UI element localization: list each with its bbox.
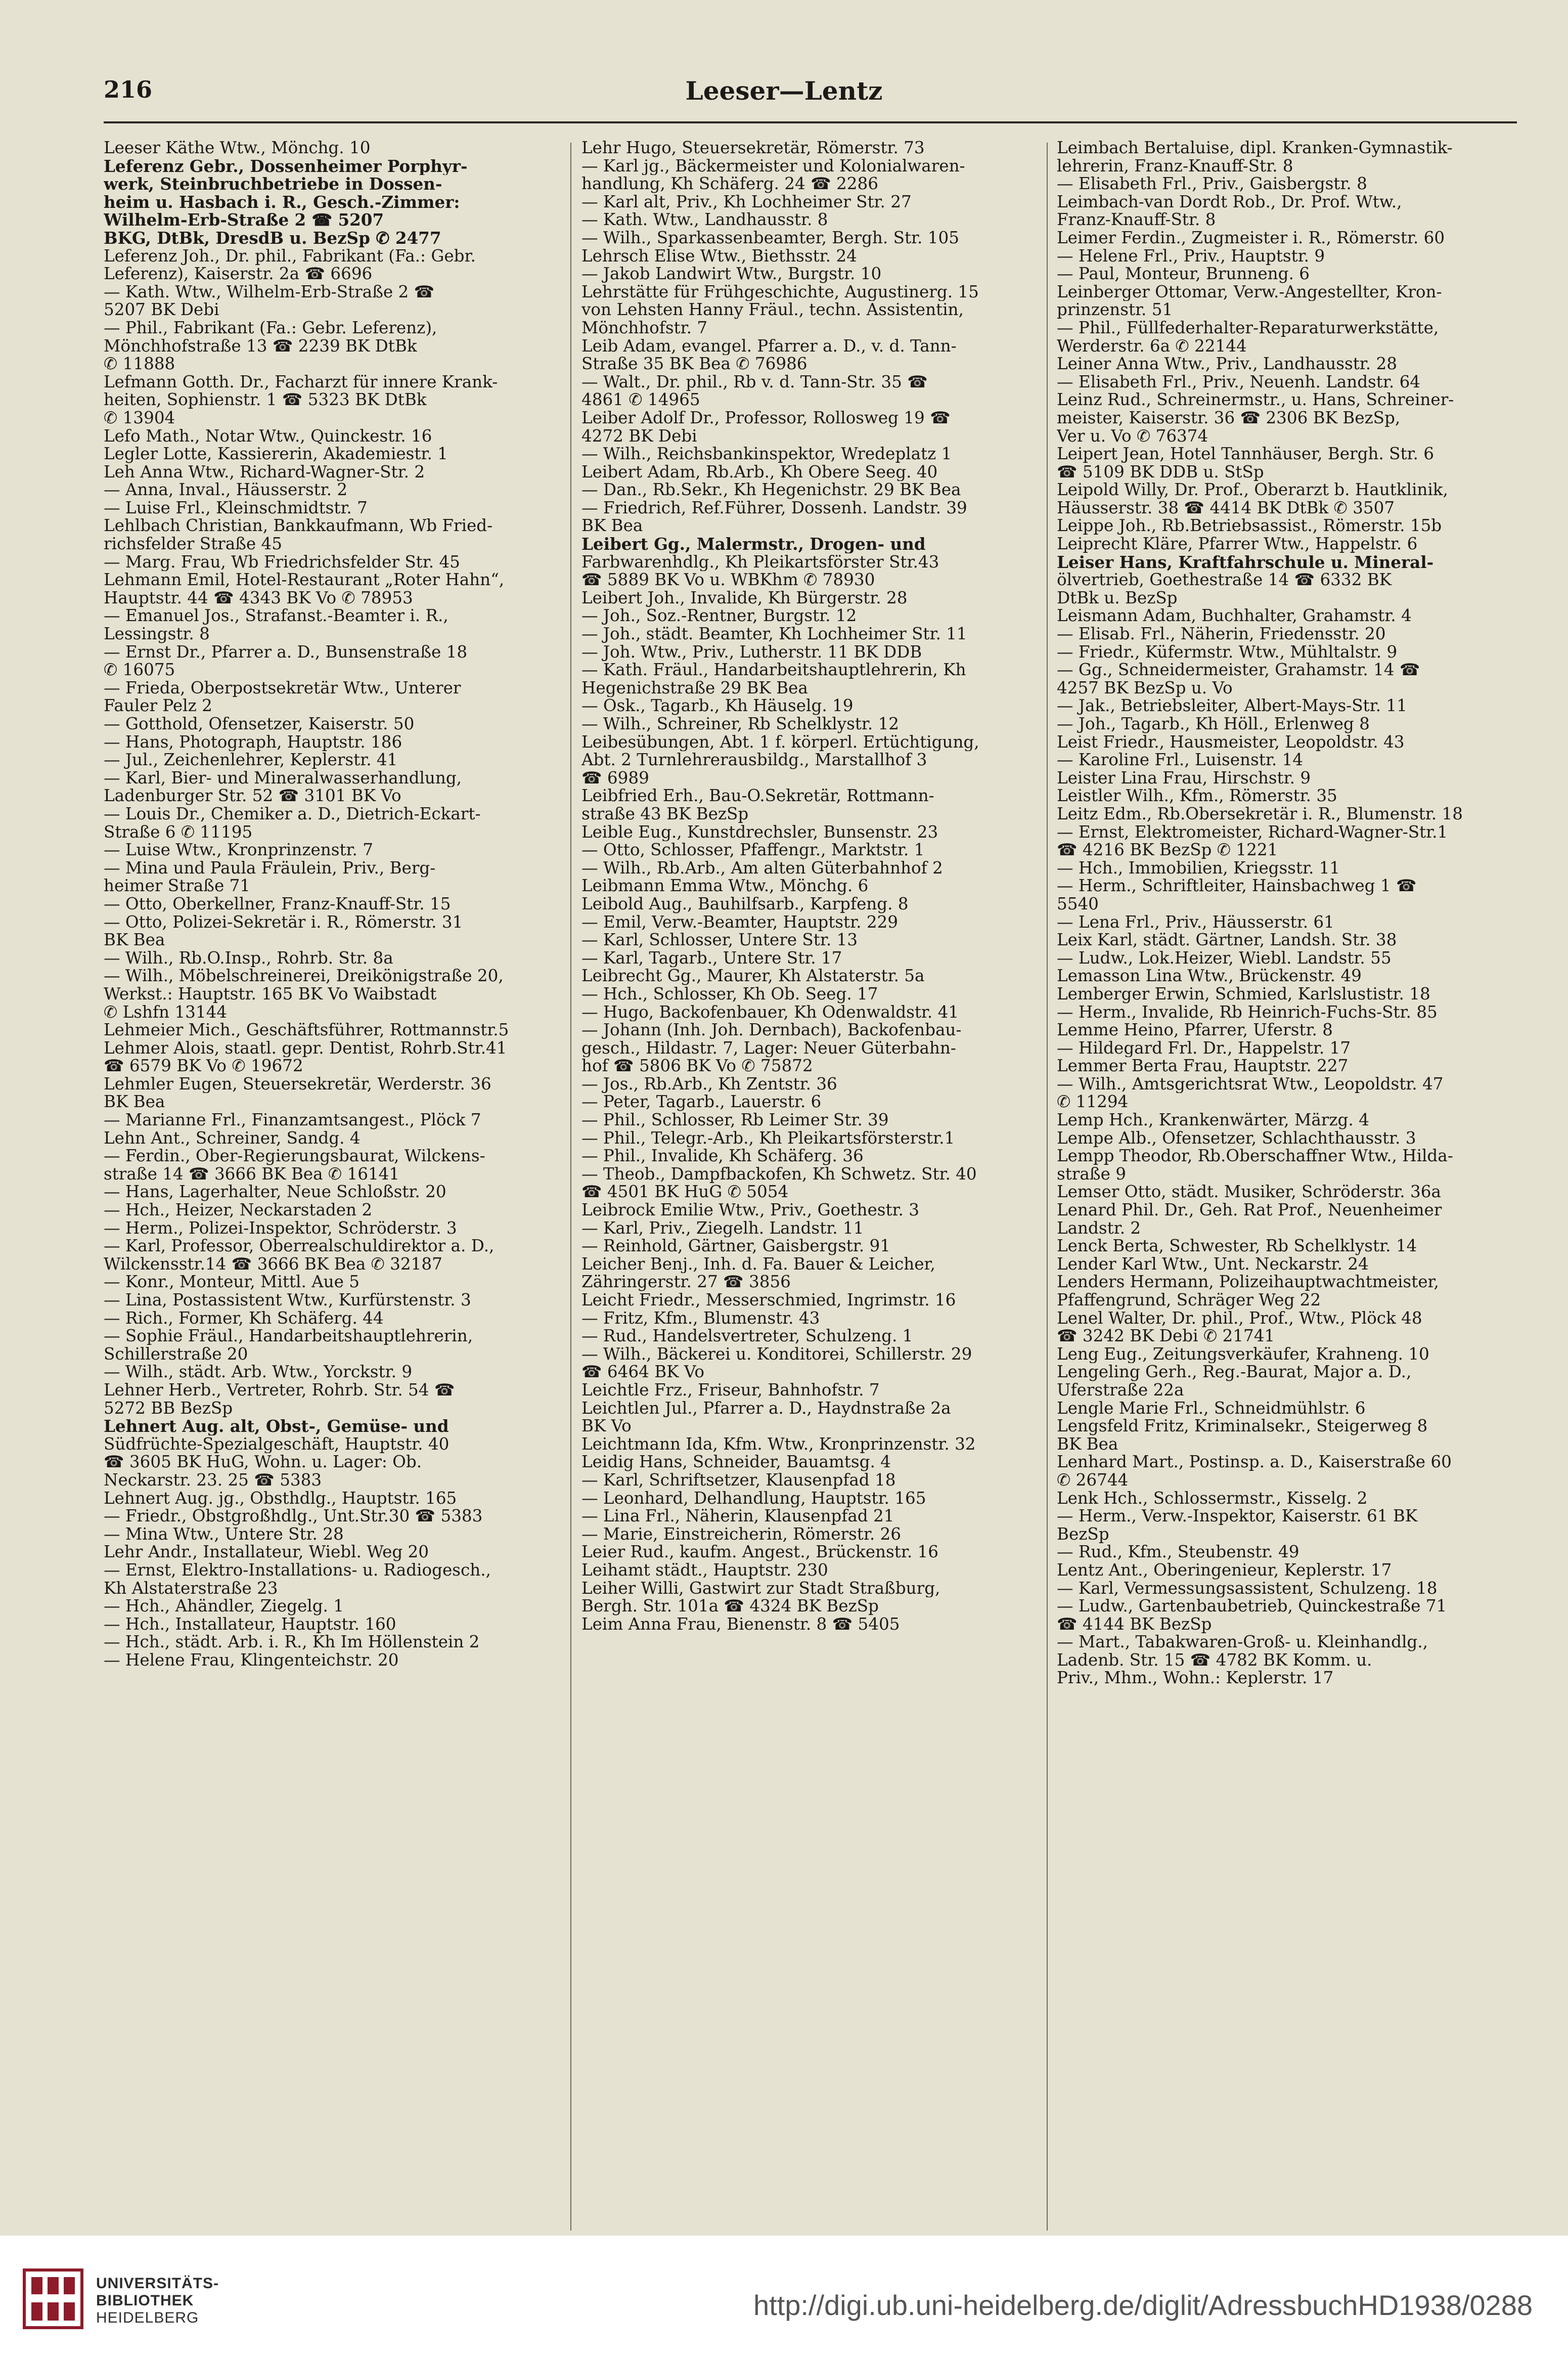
directory-entry: Leipert Jean, Hotel Tannhäuser, Bergh. Str. 6 bbox=[1057, 445, 1434, 463]
directory-entry: — Wilh., Sparkassenbeamter, Bergh. Str. 105 bbox=[581, 229, 959, 247]
directory-entry: — Lina, Postassistent Wtw., Kurfürstenstr. 3 bbox=[104, 1291, 471, 1310]
directory-entry: prinzenstr. 51 bbox=[1057, 301, 1173, 319]
directory-entry: Leng Eug., Zeitungsverkäufer, Krahneng. 10 bbox=[1057, 1345, 1429, 1364]
directory-entry: — Ludw., Gartenbaubetrieb, Quinckestraße 71 bbox=[1057, 1597, 1447, 1616]
directory-entry: BK Bea bbox=[581, 517, 643, 536]
directory-entry: — Karl, Schriftsetzer, Klausenpfad 18 bbox=[581, 1471, 896, 1490]
directory-entry: — Ludw., Lok.Heizer, Wiebl. Landstr. 55 bbox=[1057, 949, 1392, 968]
directory-entry: — Phil., Invalide, Kh Schäferg. 36 bbox=[581, 1147, 864, 1165]
directory-entry: — Sophie Fräul., Handarbeitshauptlehrerin, bbox=[104, 1327, 473, 1345]
directory-entry: — Herm., Invalide, Rb Heinrich-Fuchs-Str. 85 bbox=[1057, 1003, 1438, 1022]
directory-entry: Leiser Hans, Kraftfahrschule u. Mineral- bbox=[1057, 553, 1434, 572]
directory-entry: 5272 BB BezSp bbox=[104, 1399, 233, 1418]
directory-entry: — Karl, Schlosser, Untere Str. 13 bbox=[581, 931, 858, 949]
directory-entry: Lempp Theodor, Rb.Oberschaffner Wtw., Hilda- bbox=[1057, 1147, 1453, 1165]
directory-entry: — Frieda, Oberpostsekretär Wtw., Unterer bbox=[104, 679, 461, 697]
column-divider bbox=[1047, 143, 1048, 2231]
directory-entry: BK Bea bbox=[104, 931, 165, 949]
directory-entry: — Herm., Verw.-Inspektor, Kaiserstr. 61 BK bbox=[1057, 1507, 1418, 1525]
directory-entry: Lefo Math., Notar Wtw., Quinckestr. 16 bbox=[104, 427, 432, 446]
directory-entry: Farbwarenhdlg., Kh Pleikartsförster Str.43 bbox=[581, 553, 939, 572]
directory-entry: ☎ 4144 BK BezSp bbox=[1057, 1615, 1212, 1634]
directory-entry: Hauptstr. 44 ☎ 4343 BK Vo ✆ 78953 bbox=[104, 589, 413, 607]
directory-entry: Lefmann Gotth. Dr., Facharzt für innere Krank- bbox=[104, 373, 498, 391]
directory-entry: ☎ 3605 BK HuG, Wohn. u. Lager: Ob. bbox=[104, 1453, 422, 1471]
directory-entry: — Fritz, Kfm., Blumenstr. 43 bbox=[581, 1309, 820, 1328]
directory-entry: Leibert Adam, Rb.Arb., Kh Obere Seeg. 40 bbox=[581, 463, 938, 482]
column-3 bbox=[1057, 139, 1519, 2233]
directory-entry: Lehmann Emil, Hotel-Restaurant „Roter Hahn“, bbox=[104, 571, 505, 589]
directory-entry: ✆ 26744 bbox=[1057, 1471, 1129, 1490]
directory-entry: — Luise Frl., Kleinschmidtstr. 7 bbox=[104, 499, 368, 517]
directory-entry: von Lehsten Hanny Fräul., techn. Assistentin, bbox=[581, 301, 964, 319]
directory-entry: meister, Kaiserstr. 36 ☎ 2306 BK BezSp, bbox=[1057, 409, 1401, 427]
directory-entry: — Karl, Tagarb., Untere Str. 17 bbox=[581, 949, 842, 968]
directory-entry: — Kath. Wtw., Wilhelm-Erb-Straße 2 ☎ bbox=[104, 283, 435, 301]
directory-entry: Leichtmann Ida, Kfm. Wtw., Kronprinzenstr. 32 bbox=[581, 1435, 976, 1454]
directory-entry: 4272 BK Debi bbox=[581, 427, 697, 446]
directory-entry: Leim Anna Frau, Bienenstr. 8 ☎ 5405 bbox=[581, 1615, 900, 1634]
directory-entry: Lehmeier Mich., Geschäftsführer, Rottmannstr.5 bbox=[104, 1021, 509, 1039]
directory-entry: Leistler Wilh., Kfm., Römerstr. 35 bbox=[1057, 787, 1337, 805]
directory-entry: — Hildegard Frl. Dr., Happelstr. 17 bbox=[1057, 1039, 1351, 1058]
directory-entry: ölvertrieb, Goethestraße 14 ☎ 6332 BK bbox=[1057, 571, 1392, 589]
directory-entry: — Lena Frl., Priv., Häusserstr. 61 bbox=[1057, 913, 1334, 932]
directory-entry: gesch., Hildastr. 7, Lager: Neuer Güterbahn- bbox=[581, 1039, 956, 1058]
directory-entry: — Karoline Frl., Luisenstr. 14 bbox=[1057, 751, 1303, 769]
directory-entry: Lehr Andr., Installateur, Wiebl. Weg 20 bbox=[104, 1543, 429, 1561]
directory-entry: Leichtlen Jul., Pfarrer a. D., Haydnstraße 2a bbox=[581, 1399, 951, 1418]
directory-entry: Leimer Ferdin., Zugmeister i. R., Römerstr. 60 bbox=[1057, 229, 1445, 247]
directory-entry: ☎ 4501 BK HuG ✆ 5054 bbox=[581, 1183, 789, 1202]
directory-entry: Lehnert Aug. jg., Obsthdlg., Hauptstr. 165 bbox=[104, 1489, 457, 1508]
running-head: Leeser—Lentz bbox=[685, 76, 883, 106]
directory-entry: Straße 35 BK Bea ✆ 76986 bbox=[581, 355, 808, 373]
directory-entry: hof ☎ 5806 BK Vo ✆ 75872 bbox=[581, 1057, 813, 1075]
logo-line-2: BIBLIOTHEK bbox=[96, 2292, 194, 2309]
directory-entry: werk, Steinbruchbetriebe in Dossen- bbox=[104, 175, 442, 193]
directory-entry: — Kath. Wtw., Landhausstr. 8 bbox=[581, 211, 828, 229]
directory-entry: — Elisabeth Frl., Priv., Neuenh. Landstr. 64 bbox=[1057, 373, 1421, 391]
directory-entry: Priv., Mhm., Wohn.: Keplerstr. 17 bbox=[1057, 1669, 1334, 1688]
directory-entry: — Joh., Soz.-Rentner, Burgstr. 12 bbox=[581, 607, 857, 626]
directory-entry: Leiber Adolf Dr., Professor, Rollosweg 19 ☎ bbox=[581, 409, 951, 427]
directory-entry: Straße 6 ✆ 11195 bbox=[104, 823, 253, 842]
directory-entry: — Gg., Schneidermeister, Grahamstr. 14 ☎ bbox=[1057, 661, 1420, 679]
directory-entry: Leimbach-van Dordt Rob., Dr. Prof. Wtw., bbox=[1057, 193, 1402, 211]
directory-entry: 5540 bbox=[1057, 895, 1099, 913]
directory-entry: — Hch., Immobilien, Kriegsstr. 11 bbox=[1057, 859, 1340, 878]
directory-entry: — Walt., Dr. phil., Rb v. d. Tann-Str. 35 ☎ bbox=[581, 373, 928, 391]
directory-entry: — Rud., Handelsvertreter, Schulzeng. 1 bbox=[581, 1327, 913, 1345]
directory-entry: ☎ 5109 BK DDB u. StSp bbox=[1057, 463, 1264, 482]
directory-entry: Lemasson Lina Wtw., Brückenstr. 49 bbox=[1057, 967, 1362, 985]
directory-entry: — Phil., Telegr.-Arb., Kh Pleikartsförsterstr.1 bbox=[581, 1129, 955, 1148]
directory-entry: — Wilh., Reichsbankinspektor, Wredeplatz 1 bbox=[581, 445, 952, 463]
directory-entry: Fauler Pelz 2 bbox=[104, 697, 212, 715]
directory-entry: Lehmer Alois, staatl. gepr. Dentist, Rohrb.Str.41 bbox=[104, 1039, 507, 1058]
directory-entry: Lehr Hugo, Steuersekretär, Römerstr. 73 bbox=[581, 139, 925, 157]
directory-entry: — Helene Frl., Priv., Hauptstr. 9 bbox=[1057, 247, 1325, 266]
directory-entry: — Emanuel Jos., Strafanst.-Beamter i. R., bbox=[104, 607, 449, 626]
directory-entry: — Herm., Polizei-Inspektor, Schröderstr. 3 bbox=[104, 1219, 457, 1238]
directory-entry: — Phil., Füllfederhalter-Reparaturwerkstätte, bbox=[1057, 319, 1439, 337]
directory-entry: Leibrecht Gg., Maurer, Kh Alstaterstr. 5a bbox=[581, 967, 925, 985]
directory-entry: Leib Adam, evangel. Pfarrer a. D., v. d. Tann- bbox=[581, 337, 957, 356]
directory-entry: Wilhelm-Erb-Straße 2 ☎ 5207 bbox=[104, 211, 384, 229]
directory-entry: heim u. Hasbach i. R., Gesch.-Zimmer: bbox=[104, 193, 460, 211]
directory-entry: Leferenz), Kaiserstr. 2a ☎ 6696 bbox=[104, 265, 373, 283]
directory-entry: — Lina Frl., Näherin, Klausenpfad 21 bbox=[581, 1507, 894, 1525]
directory-entry: Lessingstr. 8 bbox=[104, 625, 210, 643]
directory-entry: Lemme Heino, Pfarrer, Uferstr. 8 bbox=[1057, 1021, 1333, 1039]
directory-entry: Abt. 2 Turnlehrerausbildg., Marstallhof 3 bbox=[581, 751, 927, 769]
directory-entry: Leicht Friedr., Messerschmied, Ingrimstr. 16 bbox=[581, 1291, 956, 1310]
directory-entry: Häusserstr. 38 ☎ 4414 BK DtBk ✆ 3507 bbox=[1057, 499, 1395, 517]
directory-entry: — Marianne Frl., Finanzamtsangest., Plöck 7 bbox=[104, 1111, 481, 1129]
directory-entry: Pfaffengrund, Schräger Weg 22 bbox=[1057, 1291, 1321, 1310]
library-emblem-icon bbox=[20, 2266, 86, 2332]
directory-entry: straße 9 bbox=[1057, 1165, 1126, 1184]
directory-entry: — Karl, Bier- und Mineralwasserhandlung, bbox=[104, 769, 462, 788]
directory-entry: ✆ 13904 bbox=[104, 409, 175, 427]
directory-entry: Leferenz Joh., Dr. phil., Fabrikant (Fa.: Gebr. bbox=[104, 247, 476, 266]
directory-entry: 4861 ✆ 14965 bbox=[581, 391, 700, 409]
directory-entry: Leibmann Emma Wtw., Mönchg. 6 bbox=[581, 877, 869, 895]
directory-entry: — Joh., städt. Beamter, Kh Lochheimer Str. 11 bbox=[581, 625, 967, 643]
directory-entry: — Helene Frau, Klingenteichstr. 20 bbox=[104, 1651, 399, 1670]
directory-entry: — Wilh., Amtsgerichtsrat Wtw., Leopoldstr. 47 bbox=[1057, 1075, 1444, 1094]
directory-entry: — Jul., Zeichenlehrer, Keplerstr. 41 bbox=[104, 751, 398, 769]
directory-entry: Leibert Joh., Invalide, Kh Bürgerstr. 28 bbox=[581, 589, 908, 607]
directory-entry: — Osk., Tagarb., Kh Häuselg. 19 bbox=[581, 697, 854, 715]
directory-entry: ☎ 6464 BK Vo bbox=[581, 1363, 704, 1381]
directory-entry: Leier Rud., kaufm. Angest., Brückenstr. 16 bbox=[581, 1543, 939, 1561]
logo-line-1: UNIVERSITÄTS- bbox=[96, 2275, 219, 2292]
directory-entry: — Marie, Einstreicherin, Römerstr. 26 bbox=[581, 1525, 902, 1544]
directory-entry: — Hch., städt. Arb. i. R., Kh Im Höllenstein 2 bbox=[104, 1633, 480, 1651]
directory-entry: — Rud., Kfm., Steubenstr. 49 bbox=[1057, 1543, 1300, 1561]
directory-entry: Lehmler Eugen, Steuersekretär, Werderstr. 36 bbox=[104, 1075, 491, 1094]
directory-entry: — Mart., Tabakwaren-Groß- u. Kleinhandlg., bbox=[1057, 1633, 1428, 1651]
directory-entry: BK Bea bbox=[1057, 1435, 1118, 1454]
directory-entry: — Phil., Fabrikant (Fa.: Gebr. Leferenz), bbox=[104, 319, 437, 337]
directory-entry: — Phil., Schlosser, Rb Leimer Str. 39 bbox=[581, 1111, 889, 1129]
directory-entry: Lengsfeld Fritz, Kriminalsekr., Steigerweg 8 bbox=[1057, 1417, 1428, 1435]
directory-entry: Leihamt städt., Hauptstr. 230 bbox=[581, 1561, 828, 1580]
directory-entry: — Hch., Installateur, Hauptstr. 160 bbox=[104, 1615, 396, 1634]
directory-entry: — Theob., Dampfbackofen, Kh Schwetz. Str. 40 bbox=[581, 1165, 977, 1184]
directory-entry: Lemp Hch., Krankenwärter, Märzg. 4 bbox=[1057, 1111, 1369, 1129]
directory-entry: — Gotthold, Ofensetzer, Kaiserstr. 50 bbox=[104, 715, 415, 733]
directory-entry: Wilckensstr.14 ☎ 3666 BK Bea ✆ 32187 bbox=[104, 1255, 442, 1274]
directory-entry: ☎ 5889 BK Vo u. WBKhm ✆ 78930 bbox=[581, 571, 875, 589]
directory-entry: Leiprecht Kläre, Pfarrer Wtw., Happelstr. 6 bbox=[1057, 535, 1418, 553]
library-name bbox=[96, 2275, 219, 2327]
directory-entry: Leismann Adam, Buchhalter, Grahamstr. 4 bbox=[1057, 607, 1412, 626]
directory-entry: Mönchhofstraße 13 ☎ 2239 BK DtBk bbox=[104, 337, 417, 356]
directory-entry: Lentz Ant., Oberingenieur, Keplerstr. 17 bbox=[1057, 1561, 1392, 1580]
directory-entry: Leibold Aug., Bauhilfsarb., Karpfeng. 8 bbox=[581, 895, 909, 913]
directory-entry: — Konr., Monteur, Mittl. Aue 5 bbox=[104, 1273, 360, 1291]
directory-entry: richsfelder Straße 45 bbox=[104, 535, 283, 553]
directory-entry: — Elisabeth Frl., Priv., Gaisbergstr. 8 bbox=[1057, 175, 1367, 193]
directory-entry: straße 14 ☎ 3666 BK Bea ✆ 16141 bbox=[104, 1165, 400, 1184]
directory-entry: Franz-Knauff-Str. 8 bbox=[1057, 211, 1216, 229]
directory-entry: Leicher Benj., Inh. d. Fa. Bauer & Leicher, bbox=[581, 1255, 935, 1274]
directory-entry: — Ernst, Elektromeister, Richard-Wagner-Str.1 bbox=[1057, 823, 1448, 842]
directory-entry: — Emil, Verw.-Beamter, Hauptstr. 229 bbox=[581, 913, 898, 932]
directory-entry: — Joh., Tagarb., Kh Höll., Erlenweg 8 bbox=[1057, 715, 1370, 733]
directory-entry: BezSp bbox=[1057, 1525, 1109, 1544]
directory-entry: Landstr. 2 bbox=[1057, 1219, 1141, 1238]
directory-entry: Leippe Joh., Rb.Betriebsassist., Römerstr. 15b bbox=[1057, 517, 1442, 536]
directory-entry: 4257 BK BezSp u. Vo bbox=[1057, 679, 1233, 697]
directory-entry: Leible Eug., Kunstdrechsler, Bunsenstr. 23 bbox=[581, 823, 938, 842]
directory-entry: Leinz Rud., Schreinermstr., u. Hans, Schreiner- bbox=[1057, 391, 1454, 409]
directory-entry: Leibrock Emilie Wtw., Priv., Goethestr. 3 bbox=[581, 1201, 919, 1219]
directory-entry: — Jos., Rb.Arb., Kh Zentstr. 36 bbox=[581, 1075, 837, 1094]
directory-entry: ✆ Lshfn 13144 bbox=[104, 1003, 228, 1022]
directory-entry: — Herm., Schriftleiter, Hainsbachweg 1 ☎ bbox=[1057, 877, 1417, 895]
directory-entry: — Wilh., Bäckerei u. Konditorei, Schillerstr. 29 bbox=[581, 1345, 972, 1364]
directory-entry: Schillerstraße 20 bbox=[104, 1345, 248, 1364]
directory-entry: Werkst.: Hauptstr. 165 BK Vo Waibstadt bbox=[104, 985, 437, 1003]
directory-entry: Leiher Willi, Gastwirt zur Stadt Straßburg, bbox=[581, 1579, 940, 1598]
directory-entry: Lemberger Erwin, Schmied, Karlslustistr. 18 bbox=[1057, 985, 1430, 1003]
directory-entry: ☎ 3242 BK Debi ✆ 21741 bbox=[1057, 1327, 1275, 1345]
directory-entry: — Luise Wtw., Kronprinzenstr. 7 bbox=[104, 841, 373, 859]
directory-entry: Lenard Phil. Dr., Geh. Rat Prof., Neuenheimer bbox=[1057, 1201, 1442, 1219]
directory-entry: — Jak., Betriebsleiter, Albert-Mays-Str. 11 bbox=[1057, 697, 1407, 715]
directory-entry: Bergh. Str. 101a ☎ 4324 BK BezSp bbox=[581, 1597, 879, 1616]
directory-entry: Lehnert Aug. alt, Obst-, Gemüse- und bbox=[104, 1417, 449, 1435]
column-divider bbox=[570, 143, 571, 2231]
directory-entry: — Otto, Schlosser, Pfaffengr., Marktstr. 1 bbox=[581, 841, 925, 859]
directory-entry: — Karl, Vermessungsassistent, Schulzeng. 18 bbox=[1057, 1579, 1438, 1598]
directory-entry: — Hans, Photograph, Hauptstr. 186 bbox=[104, 733, 402, 752]
directory-entry: Neckarstr. 23. 25 ☎ 5383 bbox=[104, 1471, 322, 1490]
directory-entry: — Peter, Tagarb., Lauerstr. 6 bbox=[581, 1093, 822, 1112]
directory-entry: Ladenb. Str. 15 ☎ 4782 BK Komm. u. bbox=[1057, 1651, 1372, 1670]
directory-entry: Lenders Hermann, Polizeihauptwachtmeister, bbox=[1057, 1273, 1439, 1291]
directory-entry: Leibesübungen, Abt. 1 f. körperl. Ertüchtigung, bbox=[581, 733, 979, 752]
header-rule bbox=[104, 121, 1517, 123]
directory-entry: — Hch., Schlosser, Kh Ob. Seeg. 17 bbox=[581, 985, 878, 1003]
directory-entry: — Ernst, Elektro-Installations- u. Radiogesch., bbox=[104, 1561, 491, 1580]
directory-entry: Lehn Ant., Schreiner, Sandg. 4 bbox=[104, 1129, 361, 1148]
directory-entry: — Rich., Former, Kh Schäferg. 44 bbox=[104, 1309, 384, 1328]
directory-entry: — Wilh., Rb.O.Insp., Rohrb. Str. 8a bbox=[104, 949, 393, 968]
directory-entry: Leidig Hans, Schneider, Bauamtsg. 4 bbox=[581, 1453, 891, 1471]
directory-entry: Leitz Edm., Rb.Obersekretär i. R., Blumenstr. 18 bbox=[1057, 805, 1463, 823]
directory-entry: — Wilh., Rb.Arb., Am alten Güterbahnhof 2 bbox=[581, 859, 943, 878]
logo-line-3: HEIDELBERG bbox=[96, 2309, 199, 2326]
directory-entry: Lenhard Mart., Postinsp. a. D., Kaiserstraße 60 bbox=[1057, 1453, 1452, 1471]
directory-entry: — Hch., Ahändler, Ziegelg. 1 bbox=[104, 1597, 344, 1616]
directory-entry: — Dan., Rb.Sekr., Kh Hegenichstr. 29 BK Bea bbox=[581, 481, 961, 499]
directory-entry: lehrerin, Franz-Knauff-Str. 8 bbox=[1057, 157, 1293, 176]
directory-entry: Lemmer Berta Frau, Hauptstr. 227 bbox=[1057, 1057, 1349, 1075]
directory-entry: Leist Friedr., Hausmeister, Leopoldstr. 43 bbox=[1057, 733, 1405, 752]
directory-entry: Ladenburger Str. 52 ☎ 3101 BK Vo bbox=[104, 787, 401, 805]
directory-entry: ✆ 11888 bbox=[104, 355, 175, 373]
directory-entry: heimer Straße 71 bbox=[104, 877, 251, 895]
directory-entry: Leinberger Ottomar, Verw.-Angestellter, Kron- bbox=[1057, 283, 1442, 301]
directory-entry: — Kath. Fräul., Handarbeitshauptlehrerin, Kh bbox=[581, 661, 966, 679]
directory-entry: — Joh. Wtw., Priv., Lutherstr. 11 BK DDB bbox=[581, 643, 922, 662]
directory-entry: Hegenichstraße 29 BK Bea bbox=[581, 679, 808, 697]
directory-entry: Leeser Käthe Wtw., Mönchg. 10 bbox=[104, 139, 371, 157]
directory-entry: ☎ 6579 BK Vo ✆ 19672 bbox=[104, 1057, 303, 1075]
directory-entry: Lender Karl Wtw., Unt. Neckarstr. 24 bbox=[1057, 1255, 1369, 1274]
directory-entry: Leimbach Bertaluise, dipl. Kranken-Gymnastik- bbox=[1057, 139, 1453, 157]
directory-entry: Leix Karl, städt. Gärtner, Landsh. Str. 38 bbox=[1057, 931, 1397, 949]
directory-entry: — Johann (Inh. Joh. Dernbach), Backofenbau- bbox=[581, 1021, 962, 1039]
directory-entry: — Wilh., Schreiner, Rb Schelklystr. 12 bbox=[581, 715, 900, 733]
library-logo[interactable] bbox=[20, 2266, 222, 2332]
directory-entry: — Leonhard, Delhandlung, Hauptstr. 165 bbox=[581, 1489, 926, 1508]
directory-entry: Lehlbach Christian, Bankkaufmann, Wb Fried- bbox=[104, 517, 493, 536]
directory-entry: — Mina Wtw., Untere Str. 28 bbox=[104, 1525, 344, 1544]
directory-entry: Leibert Gg., Malermstr., Drogen- und bbox=[581, 535, 926, 553]
directory-entry: heiten, Sophienstr. 1 ☎ 5323 BK DtBk bbox=[104, 391, 427, 409]
directory-entry: Leh Anna Wtw., Richard-Wagner-Str. 2 bbox=[104, 463, 425, 482]
directory-entry: Kh Alstaterstraße 23 bbox=[104, 1579, 278, 1598]
directory-entry: — Friedr., Obstgroßhdlg., Unt.Str.30 ☎ 5383 bbox=[104, 1507, 483, 1525]
directory-entry: — Karl, Professor, Oberrealschuldirektor a. D., bbox=[104, 1237, 495, 1255]
directory-entry: BK Bea bbox=[104, 1093, 165, 1112]
directory-entry: — Ernst Dr., Pfarrer a. D., Bunsenstraße 18 bbox=[104, 643, 468, 662]
directory-entry: — Wilh., Möbelschreinerei, Dreikönigstraße 20, bbox=[104, 967, 504, 985]
directory-entry: Werderstr. 6a ✆ 22144 bbox=[1057, 337, 1247, 356]
directory-entry: — Ferdin., Ober-Regierungsbaurat, Wilckens- bbox=[104, 1147, 485, 1165]
directory-entry: Leibfried Erh., Bau-O.Sekretär, Rottmann- bbox=[581, 787, 934, 805]
directory-entry: — Hch., Heizer, Neckarstaden 2 bbox=[104, 1201, 373, 1219]
directory-entry: Lemser Otto, städt. Musiker, Schröderstr. 36a bbox=[1057, 1183, 1441, 1202]
directory-entry: Leferenz Gebr., Dossenheimer Porphyr- bbox=[104, 157, 468, 176]
directory-entry: — Mina und Paula Fräulein, Priv., Berg- bbox=[104, 859, 436, 878]
directory-entry: — Friedr., Küfermstr. Wtw., Mühltalstr. 9 bbox=[1057, 643, 1398, 662]
directory-entry: DtBk u. BezSp bbox=[1057, 589, 1178, 607]
directory-entry: 5207 BK Debi bbox=[104, 301, 219, 319]
directory-entry: Legler Lotte, Kassiererin, Akademiestr. 1 bbox=[104, 445, 448, 463]
column-2 bbox=[581, 139, 1039, 2233]
directory-entry: — Otto, Polizei-Sekretär i. R., Römerstr. 31 bbox=[104, 913, 463, 932]
directory-entry: ☎ 6989 bbox=[581, 769, 649, 788]
directory-entry: — Karl jg., Bäckermeister und Kolonialwaren- bbox=[581, 157, 965, 176]
page-number: 216 bbox=[104, 76, 153, 103]
directory-entry: handlung, Kh Schäferg. 24 ☎ 2286 bbox=[581, 175, 878, 193]
directory-entry: Lengeling Gerh., Reg.-Baurat, Major a. D., bbox=[1057, 1363, 1412, 1381]
directory-entry: — Elisab. Frl., Näherin, Friedensstr. 20 bbox=[1057, 625, 1386, 643]
directory-entry: Lehner Herb., Vertreter, Rohrb. Str. 54 ☎ bbox=[104, 1381, 455, 1400]
directory-entry: Leichtle Frz., Friseur, Bahnhofstr. 7 bbox=[581, 1381, 880, 1400]
directory-entry: Ver u. Vo ✆ 76374 bbox=[1057, 427, 1208, 446]
directory-entry: — Karl, Priv., Ziegelh. Landstr. 11 bbox=[581, 1219, 864, 1238]
directory-entry: Leiner Anna Wtw., Priv., Landhausstr. 28 bbox=[1057, 355, 1397, 373]
directory-entry: — Otto, Oberkellner, Franz-Knauff-Str. 15 bbox=[104, 895, 451, 913]
directory-entry: Lehrsch Elise Wtw., Biethsstr. 24 bbox=[581, 247, 857, 266]
directory-entry: BKG, DtBk, DresdB u. BezSp ✆ 2477 bbox=[104, 229, 441, 247]
column-1 bbox=[104, 139, 556, 2233]
directory-entry: — Jakob Landwirt Wtw., Burgstr. 10 bbox=[581, 265, 882, 283]
directory-entry: — Anna, Inval., Häusserstr. 2 bbox=[104, 481, 348, 499]
directory-entry: Lengle Marie Frl., Schneidmühlstr. 6 bbox=[1057, 1399, 1366, 1418]
directory-entry: — Paul, Monteur, Brunneng. 6 bbox=[1057, 265, 1310, 283]
directory-entry: Lehrstätte für Frühgeschichte, Augustinerg. 15 bbox=[581, 283, 979, 301]
directory-entry: Lenk Hch., Schlossermstr., Kisselg. 2 bbox=[1057, 1489, 1368, 1508]
directory-entry: Uferstraße 22a bbox=[1057, 1381, 1184, 1400]
directory-entry: straße 43 BK BezSp bbox=[581, 805, 749, 823]
directory-entry: Lempe Alb., Ofensetzer, Schlachthausstr. 3 bbox=[1057, 1129, 1416, 1148]
directory-entry: — Hans, Lagerhalter, Neue Schloßstr. 20 bbox=[104, 1183, 446, 1202]
directory-entry: — Friedrich, Ref.Führer, Dossenh. Landstr. 39 bbox=[581, 499, 967, 517]
directory-entry: Leipold Willy, Dr. Prof., Oberarzt b. Hautklinik, bbox=[1057, 481, 1448, 499]
directory-entry: — Hugo, Backofenbauer, Kh Odenwaldstr. 41 bbox=[581, 1003, 959, 1022]
directory-entry: Mönchhofstr. 7 bbox=[581, 319, 708, 337]
directory-entry: ✆ 16075 bbox=[104, 661, 175, 679]
source-url[interactable]: http://digi.ub.uni-heidelberg.de/diglit/AdressbuchHD1938/0288 bbox=[753, 2289, 1533, 2321]
directory-entry: — Wilh., städt. Arb. Wtw., Yorckstr. 9 bbox=[104, 1363, 413, 1381]
directory-entry: Zähringerstr. 27 ☎ 3856 bbox=[581, 1273, 791, 1291]
directory-entry: — Karl alt, Priv., Kh Lochheimer Str. 27 bbox=[581, 193, 912, 211]
directory-entry: Lenel Walter, Dr. phil., Prof., Wtw., Plöck 48 bbox=[1057, 1309, 1422, 1328]
directory-entry: Lenck Berta, Schwester, Rb Schelklystr. 14 bbox=[1057, 1237, 1417, 1255]
directory-entry: Leister Lina Frau, Hirschstr. 9 bbox=[1057, 769, 1311, 788]
directory-entry: — Louis Dr., Chemiker a. D., Dietrich-Eckart- bbox=[104, 805, 481, 823]
directory-entry: ☎ 4216 BK BezSp ✆ 1221 bbox=[1057, 841, 1278, 859]
directory-entry: — Reinhold, Gärtner, Gaisbergstr. 91 bbox=[581, 1237, 890, 1255]
directory-entry: BK Vo bbox=[581, 1417, 632, 1435]
directory-entry: Südfrüchte-Spezialgeschäft, Hauptstr. 40 bbox=[104, 1435, 450, 1454]
directory-entry: — Marg. Frau, Wb Friedrichsfelder Str. 45 bbox=[104, 553, 460, 572]
directory-entry: ✆ 11294 bbox=[1057, 1093, 1129, 1112]
